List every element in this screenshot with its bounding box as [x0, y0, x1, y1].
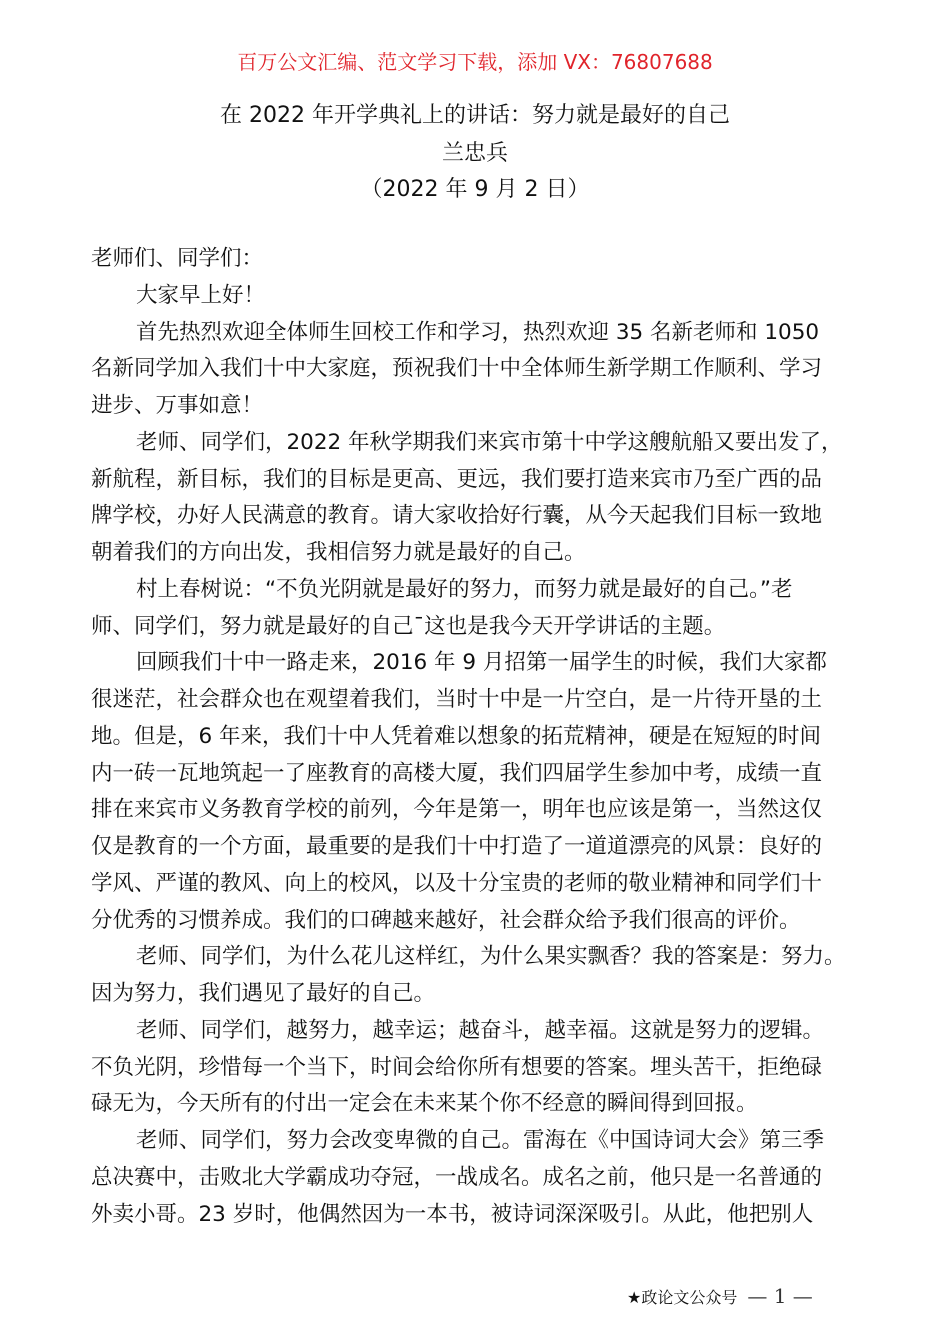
body-line: 地。但是，6 年来，我们十中人凭着难以想象的拓荒精神，硬是在短短的时间	[91, 723, 822, 749]
body-line: 总决赛中，击败北大学霸成功夺冠，一战成名。成名之前，他只是一名普通的	[91, 1164, 823, 1190]
body-line: 不负光阴，珍惜每一个当下，时间会给你所有想要的答案。埋头苦干，拒绝碌	[91, 1054, 823, 1080]
body-line: 师、同学们，努力就是最好的自己¯这也是我今天开学讲话的主题。	[91, 613, 726, 639]
watermark-banner: 百万公文汇编、范文学习下载，添加 VX：76807688	[237, 50, 713, 74]
body-line: 大家早上好！	[136, 282, 266, 308]
body-line: 很迷茫，社会群众也在观望着我们，当时十中是一片空白，是一片待开垦的土	[91, 687, 823, 712]
document-title: 在 2022 年开学典礼上的讲话：努力就是最好的自己	[220, 103, 730, 128]
body-line: 老师、同学们，努力会改变卑微的自己。雷海在《中国诗词大会》第三季	[136, 1128, 825, 1153]
body-line: 进步、万事如意！	[91, 393, 264, 418]
body-line: 牌学校，办好人民满意的教育。请大家收拾好行囊，从今天起我们目标一致地	[91, 503, 823, 529]
page-number: — 1 —	[747, 1284, 813, 1308]
document-body	[91, 241, 871, 1233]
page-footer	[627, 1284, 813, 1308]
body-line: 因为努力，我们遇见了最好的自己。	[91, 981, 436, 1006]
body-line: 排在来宾市义务教育学校的前列，今年是第一，明年也应该是第一，当然这仅	[91, 797, 823, 823]
body-line: 内一砖一瓦地筑起一了座教育的高楼大厦，我们四届学生参加中考，成绩一直	[91, 760, 823, 786]
body-line: 碌无为，今天所有的付出一定会在未来某个你不经意的瞬间得到回报。	[91, 1091, 758, 1117]
body-line: 学风、严谨的教风、向上的校风，以及十分宝贵的老师的敬业精神和同学们十	[91, 870, 823, 896]
body-line: 老师们、同学们：	[91, 246, 264, 271]
body-line: 仅是教育的一个方面，最重要的是我们十中打造了一道道漂亮的风景：良好的	[91, 834, 823, 859]
footer-source: ★政论文公众号	[627, 1287, 738, 1307]
body-line: 新航程，新目标，我们的目标是更高、更远，我们要打造来宾市乃至广西的品	[91, 466, 823, 492]
body-line: 名新同学加入我们十中大家庭，预祝我们十中全体师生新学期工作顺利、学习	[91, 356, 823, 382]
body-line: 老师、同学们，2022 年秋学期我们来宾市第十中学这艘航船又要出发了，	[136, 429, 843, 455]
body-line: 老师、同学们，为什么花儿这样红，为什么果实飘香？我的答案是：努力。	[136, 944, 846, 970]
body-line: 老师、同学们，越努力，越幸运；越奋斗，越幸福。这就是努力的逻辑。	[136, 1017, 825, 1043]
document-author: 兰忠兵	[441, 141, 508, 166]
document-date: （2022 年 9 月 2 日）	[360, 177, 590, 202]
body-line: 回顾我们十中一路走来，2016 年 9 月招第一届学生的时候，我们大家都	[136, 650, 827, 676]
body-line: 外卖小哥。23 岁时，他偶然因为一本书，被诗词深深吸引。从此，他把别人	[91, 1201, 814, 1227]
body-line: 村上春树说：“不负光阴就是最好的努力，而努力就是最好的自己。”老	[136, 576, 793, 602]
body-line: 首先热烈欢迎全体师生回校工作和学习，热烈欢迎 35 名新老师和 1050	[136, 319, 820, 345]
body-line: 分优秀的习惯养成。我们的口碑越来越好，社会群众给予我们很高的评价。	[91, 907, 801, 933]
body-line: 朝着我们的方向出发，我相信努力就是最好的自己。	[91, 540, 586, 565]
